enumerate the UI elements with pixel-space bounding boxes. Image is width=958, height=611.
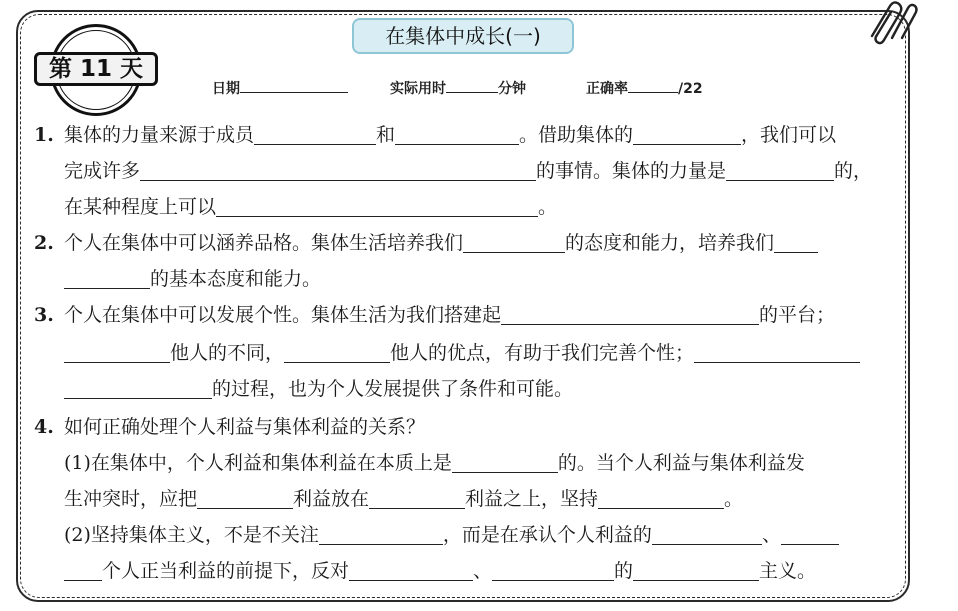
answer-blank[interactable] [197, 486, 293, 509]
answer-blank[interactable] [781, 522, 839, 545]
answer-blank[interactable] [64, 340, 170, 363]
q1-text: 的， [834, 160, 873, 182]
time-unit: 分钟 [498, 81, 526, 97]
q4-text: 利益之上，坚持 [465, 488, 599, 510]
q4-text: 。 [724, 488, 744, 510]
q4-text: 利益放在 [293, 488, 370, 510]
question-2 [34, 224, 818, 262]
question-1-line-3 [64, 188, 557, 226]
q1-text: 。 [538, 196, 558, 218]
answer-blank[interactable] [726, 158, 834, 181]
q2-text: 个人在集体中可以涵养品格。集体生活培养我们 [64, 232, 464, 254]
time-label: 实际用时 [390, 81, 446, 97]
q3-text: 他人的优点，有助于我们完善个性； [390, 342, 695, 364]
answer-blank[interactable] [633, 558, 759, 581]
paper-clip-icon [862, 0, 920, 50]
q4-text: (2)坚持集体主义，不是不关注 [64, 524, 319, 546]
answer-blank[interactable] [774, 230, 818, 253]
q1-text: 和 [376, 124, 396, 146]
question-number: 1. [34, 124, 54, 146]
q3-text: 个人在集体中可以发展个性。集体生活为我们搭建起 [64, 304, 502, 326]
time-field [390, 78, 526, 98]
answer-blank[interactable] [319, 522, 443, 545]
q4-text: ，而是在承认个人利益的 [442, 524, 652, 546]
question-2-line-2 [64, 260, 321, 298]
question-4-part-1 [64, 444, 805, 482]
q3-text: 的平台； [759, 304, 836, 326]
question-number: 4. [34, 416, 54, 438]
answer-blank[interactable] [694, 340, 860, 363]
answer-blank[interactable] [284, 340, 390, 363]
q3-text: 的过程，也为个人发展提供了条件和可能。 [212, 378, 574, 400]
q4-text: 的 [614, 560, 634, 582]
q4-text: 主义。 [759, 560, 817, 582]
question-4-part-1-line-2 [64, 480, 743, 518]
q4-text: (1)在集体中，个人利益和集体利益在本质上是 [64, 452, 452, 474]
answer-blank[interactable] [463, 230, 565, 253]
q3-text: 他人的不同， [170, 342, 285, 364]
accuracy-blank[interactable] [628, 78, 678, 93]
answer-blank[interactable] [501, 302, 759, 325]
answer-blank[interactable] [216, 194, 538, 217]
accuracy-field [586, 78, 703, 98]
question-4 [34, 408, 425, 446]
date-label: 日期 [212, 81, 240, 97]
accuracy-total: /22 [678, 81, 703, 97]
q4-text: 生冲突时，应把 [64, 488, 198, 510]
day-number-label: 第 11 天 [34, 52, 158, 86]
question-3-line-3 [64, 370, 573, 408]
answer-blank[interactable] [633, 122, 741, 145]
question-4-part-2 [64, 516, 839, 554]
answer-blank[interactable] [254, 122, 376, 145]
page-title: 在集体中成长(一) [352, 18, 574, 54]
q4-text: 的。当个人利益与集体利益发 [557, 452, 805, 474]
answer-blank[interactable] [369, 486, 465, 509]
q1-text: 的事情。集体的力量是 [536, 160, 727, 182]
q1-text: 。借助集体的 [519, 124, 634, 146]
q1-text: ，我们可以 [741, 124, 837, 146]
date-blank[interactable] [240, 78, 348, 93]
question-3-line-2 [64, 334, 860, 372]
answer-blank[interactable] [64, 376, 212, 399]
question-number: 3. [34, 304, 54, 326]
question-1-line-2 [64, 152, 872, 190]
question-number: 2. [34, 232, 54, 254]
answer-blank[interactable] [452, 450, 558, 473]
time-blank[interactable] [446, 78, 498, 93]
q1-text: 完成许多 [64, 160, 141, 182]
answer-blank[interactable] [598, 486, 724, 509]
day-badge [32, 22, 162, 116]
question-3 [34, 296, 835, 334]
answer-blank[interactable] [140, 158, 536, 181]
q1-text: 集体的力量来源于成员 [64, 124, 255, 146]
q1-text: 在某种程度上可以 [64, 196, 217, 218]
q4-text: 、 [761, 524, 781, 546]
q2-text: 的基本态度和能力。 [150, 268, 322, 290]
answer-blank[interactable] [652, 522, 762, 545]
answer-blank[interactable] [64, 266, 150, 289]
accuracy-label: 正确率 [586, 81, 628, 97]
date-field [212, 78, 348, 98]
answer-blank[interactable] [395, 122, 519, 145]
question-4-part-2-line-2 [64, 552, 816, 590]
question-1 [34, 116, 836, 154]
answer-blank[interactable] [349, 558, 473, 581]
answer-blank[interactable] [64, 558, 102, 581]
q4-text: 个人正当利益的前提下，反对 [102, 560, 350, 582]
q2-text: 的态度和能力，培养我们 [565, 232, 775, 254]
q4-text: 、 [473, 560, 493, 582]
q4-text: 如何正确处理个人利益与集体利益的关系？ [64, 416, 426, 438]
answer-blank[interactable] [492, 558, 614, 581]
